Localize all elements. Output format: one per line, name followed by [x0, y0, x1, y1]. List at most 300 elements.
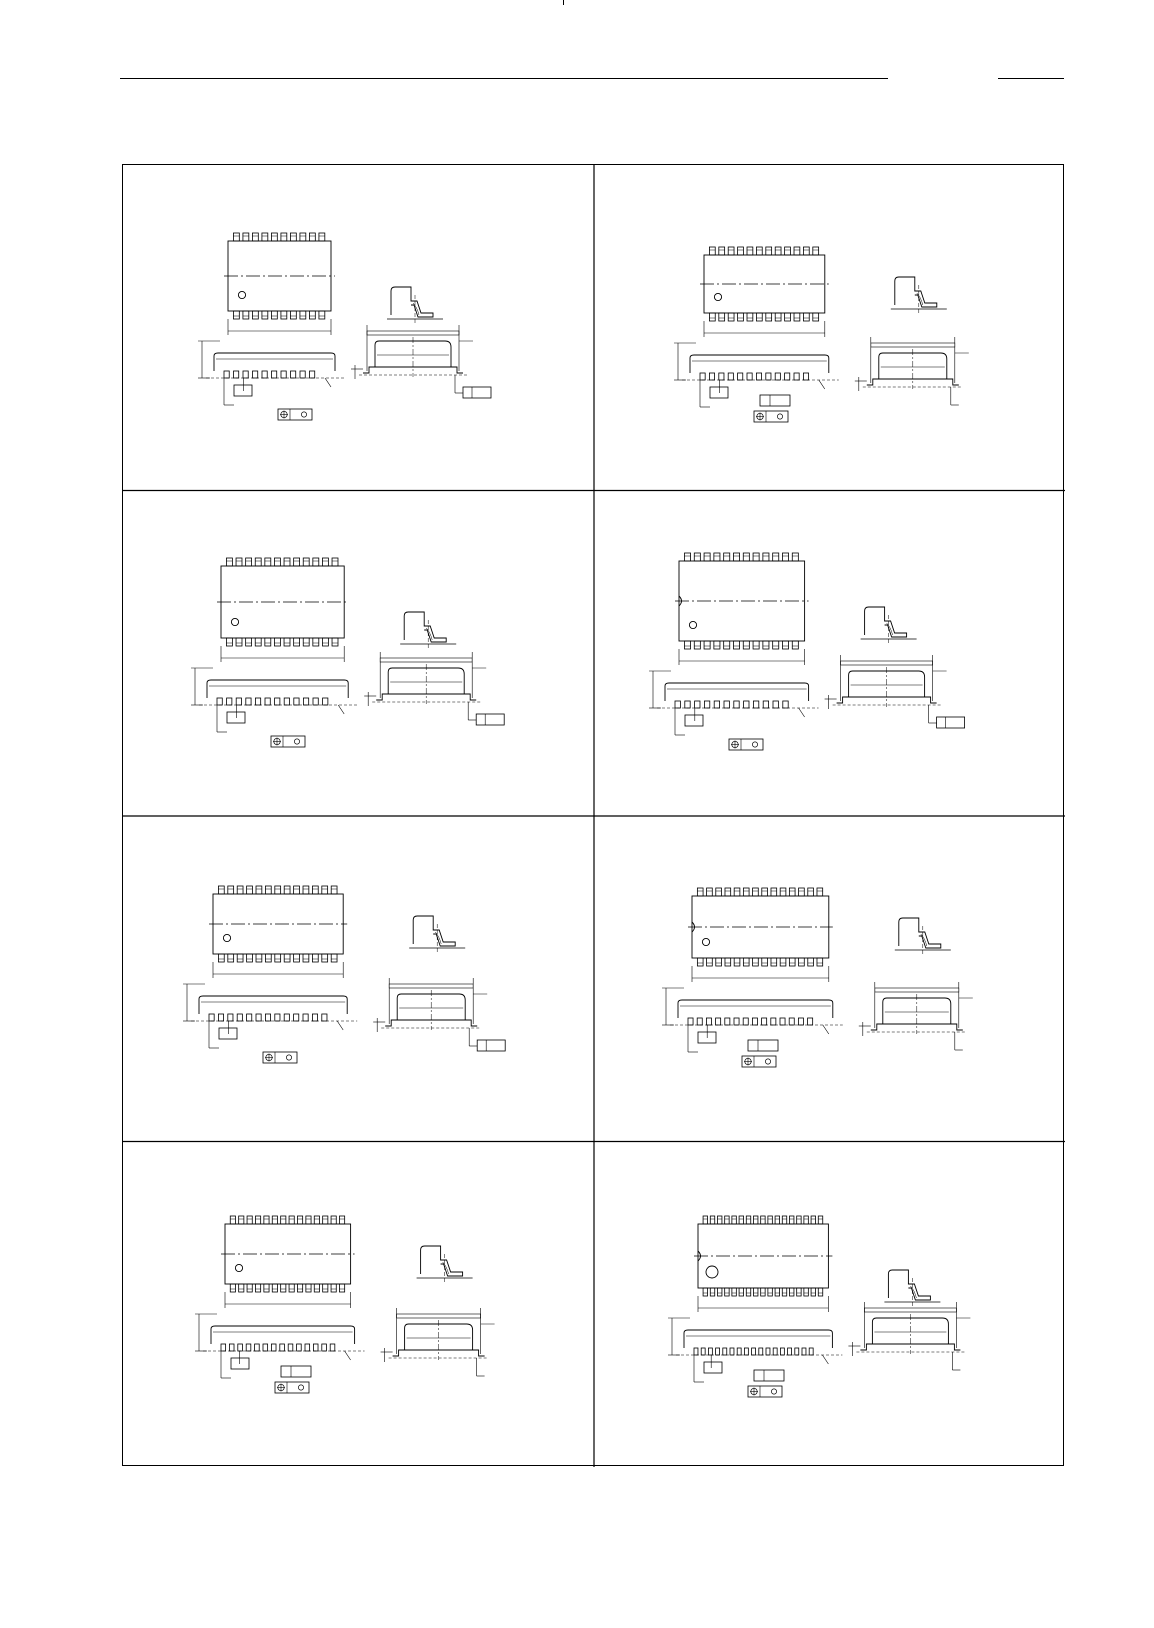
- lead-top: [339, 1216, 344, 1224]
- lead-bottom: [290, 311, 296, 319]
- side-view-lead: [227, 698, 232, 705]
- lead-bottom: [728, 313, 734, 321]
- lead-bottom: [271, 311, 277, 319]
- side-view-lead: [322, 1014, 327, 1021]
- side-view-lead: [756, 373, 761, 380]
- side-view-lead: [288, 1344, 293, 1351]
- lead-top: [710, 1216, 714, 1224]
- lead-top: [274, 558, 280, 566]
- side-view-lead: [737, 1348, 741, 1355]
- lead-bottom: [322, 954, 328, 962]
- lead-bottom: [768, 1288, 772, 1296]
- lead-bottom: [716, 958, 722, 966]
- side-view-lead: [303, 698, 308, 705]
- side-view-lead: [322, 1344, 327, 1351]
- lead-bottom: [797, 1288, 801, 1296]
- side-view-lead: [803, 373, 808, 380]
- side-view-lead: [728, 373, 733, 380]
- side-view-body: [665, 683, 809, 701]
- lead-top: [746, 1216, 750, 1224]
- lead-top: [303, 886, 309, 894]
- lead-bottom: [237, 954, 243, 962]
- lead-bottom: [289, 1284, 294, 1292]
- lead-bottom: [746, 1288, 750, 1296]
- end-view-flatness-frame: [477, 1040, 505, 1051]
- mmc-symbol: [777, 414, 782, 419]
- side-view-lead: [247, 1014, 252, 1021]
- side-view-lead: [312, 1014, 317, 1021]
- side-view-lead: [701, 1348, 705, 1355]
- lead-top: [782, 1216, 786, 1224]
- side-view-body: [684, 1330, 832, 1348]
- side-view-lead: [284, 698, 289, 705]
- mmc-symbol: [771, 1388, 776, 1393]
- lead-bottom: [236, 638, 242, 646]
- lead-bottom: [763, 641, 769, 649]
- side-view-lead: [303, 1014, 308, 1021]
- lead-bottom: [732, 1288, 736, 1296]
- lead-bottom: [703, 1288, 707, 1296]
- side-view-lead: [685, 701, 690, 708]
- side-view-lead: [238, 1344, 243, 1351]
- lead-bottom: [785, 313, 791, 321]
- lead-top: [255, 558, 261, 566]
- lead-bottom: [756, 313, 762, 321]
- lead-bottom: [243, 311, 249, 319]
- side-view-lead: [294, 698, 299, 705]
- lead-top: [704, 553, 710, 561]
- lead-bottom: [323, 1284, 328, 1292]
- side-view-lead: [752, 1018, 757, 1025]
- end-view-lead-left: [860, 1344, 872, 1350]
- lead-top: [818, 1216, 822, 1224]
- lead-top: [775, 1216, 779, 1224]
- lead-top: [233, 233, 239, 241]
- mmc-symbol: [752, 741, 757, 746]
- end-view-lead-right: [948, 1344, 960, 1350]
- lead-top: [707, 888, 713, 896]
- pin-1-index-mark: [714, 293, 721, 300]
- lead-top: [289, 1216, 294, 1224]
- side-view-lead: [763, 701, 768, 708]
- end-view-width-band: [397, 1314, 481, 1318]
- leader-end: [325, 378, 331, 387]
- lead-bottom: [719, 313, 725, 321]
- end-view-lead-right: [464, 694, 476, 700]
- lead-bottom: [775, 1288, 779, 1296]
- lead-top: [813, 247, 819, 255]
- end-view-lead-left: [867, 379, 879, 385]
- lead-bottom: [808, 958, 814, 966]
- lead-top: [294, 558, 300, 566]
- lead-bottom: [218, 954, 224, 962]
- pin-1-index-mark: [231, 618, 238, 625]
- lead-top: [309, 233, 315, 241]
- side-view-lead: [236, 698, 241, 705]
- side-view-lead: [747, 373, 752, 380]
- leader-end: [819, 380, 825, 389]
- end-view-width-band: [871, 343, 955, 347]
- lead-bottom: [789, 958, 795, 966]
- side-view-body: [207, 680, 348, 698]
- lead-bottom: [300, 311, 306, 319]
- lead-detail-profile: [888, 1270, 930, 1300]
- side-view-lead: [794, 373, 799, 380]
- lead-bottom: [747, 313, 753, 321]
- side-view-lead: [773, 701, 778, 708]
- lead-bottom: [272, 1284, 277, 1292]
- leader-end: [345, 1351, 351, 1360]
- lead-bottom: [252, 311, 258, 319]
- lead-bottom: [294, 638, 300, 646]
- side-view-lead: [265, 1014, 270, 1021]
- lead-top: [811, 1216, 815, 1224]
- lead-top: [792, 553, 798, 561]
- end-view-lead-left: [871, 1024, 883, 1030]
- side-view-lead: [725, 1018, 730, 1025]
- side-view-body: [214, 353, 335, 371]
- lead-bottom: [804, 1288, 808, 1296]
- lead-top: [319, 233, 325, 241]
- leader-end: [823, 1025, 829, 1034]
- lead-top: [264, 1216, 269, 1224]
- lead-bottom: [313, 638, 319, 646]
- side-view-lead: [294, 1014, 299, 1021]
- lead-bottom: [319, 311, 325, 319]
- lead-top: [789, 1216, 793, 1224]
- lead-bottom: [794, 313, 800, 321]
- lead-bottom: [275, 954, 281, 962]
- lead-bottom: [709, 313, 715, 321]
- side-view-lead: [297, 1344, 302, 1351]
- lead-bottom: [228, 954, 234, 962]
- side-view-lead: [323, 698, 328, 705]
- end-view-flatness-frame: [463, 387, 491, 398]
- side-view-lead: [808, 1018, 813, 1025]
- pin-1-index-mark: [689, 621, 696, 628]
- lead-bottom: [332, 638, 338, 646]
- package-outline-drawing: [123, 491, 594, 817]
- package-cell: [594, 1142, 1065, 1468]
- side-view-lead: [709, 373, 714, 380]
- side-view-lead: [694, 1348, 698, 1355]
- lead-top: [236, 558, 242, 566]
- package-cell: [594, 816, 1065, 1142]
- lead-top: [322, 886, 328, 894]
- package-outline-drawing: [594, 491, 1065, 817]
- lead-top: [332, 558, 338, 566]
- lead-bottom: [704, 641, 710, 649]
- lead-top: [773, 553, 779, 561]
- lead-bottom: [725, 1288, 729, 1296]
- lead-detail-profile: [865, 607, 907, 637]
- lead-bottom: [294, 954, 300, 962]
- lead-top: [717, 1216, 721, 1224]
- end-view-lead-right: [465, 1020, 477, 1026]
- lead-top: [243, 233, 249, 241]
- side-view-lead: [291, 371, 296, 378]
- lead-bottom: [312, 954, 318, 962]
- end-view-lead-left: [837, 697, 849, 703]
- mmc-symbol: [294, 738, 299, 743]
- side-view-lead: [738, 373, 743, 380]
- side-view-body: [678, 1000, 833, 1018]
- lead-top: [228, 886, 234, 894]
- side-view-lead: [255, 698, 260, 705]
- end-view-lead-right: [951, 1024, 963, 1030]
- side-view-lead: [218, 1014, 223, 1021]
- lead-bottom: [694, 641, 700, 649]
- lead-bottom: [230, 1284, 235, 1292]
- side-view-lead: [697, 1018, 702, 1025]
- lead-bottom: [284, 954, 290, 962]
- lead-top: [331, 886, 337, 894]
- lead-bottom: [297, 1284, 302, 1292]
- side-view-lead: [795, 1348, 799, 1355]
- lead-top: [753, 1216, 757, 1224]
- package-cell: [594, 491, 1065, 817]
- side-view-lead: [305, 1344, 310, 1351]
- lead-bottom: [233, 311, 239, 319]
- package-outline-drawing: [594, 816, 1065, 1142]
- side-view-lead: [780, 1348, 784, 1355]
- tolerance-frame-flatness: [760, 395, 790, 406]
- end-view-lead-right: [925, 697, 937, 703]
- lead-top: [763, 553, 769, 561]
- lead-top: [271, 233, 277, 241]
- side-view-lead: [775, 373, 780, 380]
- lead-top: [272, 1216, 277, 1224]
- side-view-lead: [313, 698, 318, 705]
- lead-bottom: [284, 638, 290, 646]
- header-rule-right: [998, 78, 1064, 79]
- pin-1-index-mark: [238, 291, 245, 298]
- side-view-lead: [809, 1348, 813, 1355]
- package-outline-drawing: [123, 816, 594, 1142]
- lead-top: [703, 1216, 707, 1224]
- leader-end: [337, 1021, 343, 1030]
- lead-top: [226, 558, 232, 566]
- side-view-lead: [280, 1344, 285, 1351]
- lead-top: [756, 247, 762, 255]
- lead-top: [252, 233, 258, 241]
- lead-top: [799, 888, 805, 896]
- side-view-lead: [759, 1348, 763, 1355]
- mmc-symbol: [765, 1059, 770, 1064]
- side-view-lead: [730, 1348, 734, 1355]
- lead-bottom: [725, 958, 731, 966]
- end-view-lead-left: [363, 367, 375, 373]
- lead-top: [230, 1216, 235, 1224]
- end-view-flatness-frame: [476, 714, 504, 725]
- lead-top: [247, 886, 253, 894]
- lead-top: [312, 886, 318, 894]
- lead-bottom: [262, 311, 268, 319]
- lead-top: [725, 888, 731, 896]
- lead-top: [246, 558, 252, 566]
- lead-bottom: [799, 958, 805, 966]
- lead-top: [732, 1216, 736, 1224]
- lead-top: [247, 1216, 252, 1224]
- side-view-lead: [263, 1344, 268, 1351]
- lead-bottom: [813, 313, 819, 321]
- lead-bottom: [782, 641, 788, 649]
- lead-bottom: [331, 954, 337, 962]
- side-view-lead: [734, 1018, 739, 1025]
- lead-bottom: [818, 1288, 822, 1296]
- lead-bottom: [265, 638, 271, 646]
- end-view-width-band: [380, 658, 472, 662]
- lead-top: [314, 1216, 319, 1224]
- lead-top: [734, 888, 740, 896]
- lead-detail-profile: [899, 918, 941, 948]
- lead-bottom: [303, 954, 309, 962]
- lead-top: [804, 1216, 808, 1224]
- pin-1-index-mark: [235, 1264, 242, 1271]
- lead-top: [714, 553, 720, 561]
- lead-bottom: [762, 958, 768, 966]
- package-outline-drawing: [594, 1142, 1065, 1468]
- side-view-lead: [752, 1348, 756, 1355]
- leader-end: [799, 708, 805, 717]
- header-top-tick: [563, 0, 564, 5]
- lead-top: [294, 886, 300, 894]
- tolerance-frame-pitch: [704, 1362, 722, 1373]
- side-view-lead: [255, 1344, 260, 1351]
- lead-bottom: [775, 313, 781, 321]
- lead-bottom: [256, 954, 262, 962]
- header-rule-left: [120, 78, 888, 79]
- lead-bottom: [303, 638, 309, 646]
- side-view-lead: [688, 1018, 693, 1025]
- lead-top: [739, 1216, 743, 1224]
- package-outline-drawing: [123, 1142, 594, 1468]
- lead-top: [753, 553, 759, 561]
- lead-top: [716, 888, 722, 896]
- lead-top: [743, 553, 749, 561]
- lead-bottom: [733, 641, 739, 649]
- lead-bottom: [766, 313, 772, 321]
- lead-top: [817, 888, 823, 896]
- side-view-lead: [234, 371, 239, 378]
- side-view-lead: [253, 371, 258, 378]
- lead-top: [753, 888, 759, 896]
- side-view-lead: [788, 1348, 792, 1355]
- lead-top: [218, 886, 224, 894]
- lead-bottom: [226, 638, 232, 646]
- lead-bottom: [239, 1284, 244, 1292]
- lead-top: [808, 888, 814, 896]
- lead-top: [724, 553, 730, 561]
- lead-top: [281, 1216, 286, 1224]
- side-view-lead: [271, 1344, 276, 1351]
- lead-top: [738, 247, 744, 255]
- lead-top: [762, 888, 768, 896]
- lead-top: [761, 1216, 765, 1224]
- lead-top: [697, 888, 703, 896]
- mmc-symbol: [298, 1384, 303, 1389]
- lead-top: [237, 886, 243, 894]
- lead-bottom: [724, 641, 730, 649]
- lead-top: [789, 888, 795, 896]
- mmc-symbol: [286, 1055, 291, 1060]
- side-view-lead: [313, 1344, 318, 1351]
- side-view-lead: [246, 1344, 251, 1351]
- side-view-lead: [275, 1014, 280, 1021]
- side-view-lead: [256, 1014, 261, 1021]
- lead-bottom: [255, 638, 261, 646]
- lead-bottom: [684, 641, 690, 649]
- lead-bottom: [738, 313, 744, 321]
- lead-bottom: [782, 1288, 786, 1296]
- lead-top: [290, 233, 296, 241]
- lead-bottom: [247, 1284, 252, 1292]
- side-view-body: [199, 996, 347, 1014]
- end-view-width-band: [864, 1308, 956, 1312]
- lead-bottom: [743, 958, 749, 966]
- side-view-lead: [714, 701, 719, 708]
- side-view-lead: [300, 371, 305, 378]
- lead-top: [728, 247, 734, 255]
- side-view-lead: [744, 1348, 748, 1355]
- lead-bottom: [761, 1288, 765, 1296]
- lead-bottom: [714, 641, 720, 649]
- lead-bottom: [707, 958, 713, 966]
- lead-bottom: [753, 1288, 757, 1296]
- pin-1-index-mark: [706, 1266, 718, 1278]
- side-view-lead: [675, 701, 680, 708]
- lead-detail-profile: [421, 1246, 463, 1276]
- side-view-lead: [272, 371, 277, 378]
- end-view-lead-right: [947, 379, 959, 385]
- side-view-lead: [798, 1018, 803, 1025]
- lead-top: [313, 558, 319, 566]
- side-view-lead: [217, 698, 222, 705]
- side-view-lead: [228, 1014, 233, 1021]
- side-view-lead: [310, 371, 315, 378]
- lead-detail-profile: [895, 277, 937, 307]
- lead-detail-profile: [413, 916, 455, 946]
- lead-top: [694, 553, 700, 561]
- side-view-lead: [802, 1348, 806, 1355]
- end-view-lead-right: [473, 1350, 485, 1356]
- pin-1-index-mark: [702, 938, 709, 945]
- leader-end: [338, 705, 344, 714]
- lead-bottom: [811, 1288, 815, 1296]
- tolerance-frame-pitch: [234, 385, 252, 396]
- lead-bottom: [773, 641, 779, 649]
- side-view-lead: [243, 371, 248, 378]
- lead-top: [733, 553, 739, 561]
- side-view-body: [690, 355, 829, 373]
- side-view-lead: [229, 1344, 234, 1351]
- end-view-width-band: [389, 984, 473, 988]
- side-view-lead: [700, 373, 705, 380]
- end-view-lead-left: [385, 1020, 397, 1026]
- lead-bottom: [246, 638, 252, 646]
- lead-top: [747, 247, 753, 255]
- side-view-lead: [734, 701, 739, 708]
- tolerance-frame-pitch: [685, 715, 703, 726]
- lead-top: [256, 886, 262, 894]
- lead-top: [771, 888, 777, 896]
- side-view-lead: [237, 1014, 242, 1021]
- end-view-width-band: [367, 331, 459, 335]
- lead-top: [306, 1216, 311, 1224]
- lead-top: [255, 1216, 260, 1224]
- side-view-lead: [209, 1014, 214, 1021]
- lead-bottom: [792, 641, 798, 649]
